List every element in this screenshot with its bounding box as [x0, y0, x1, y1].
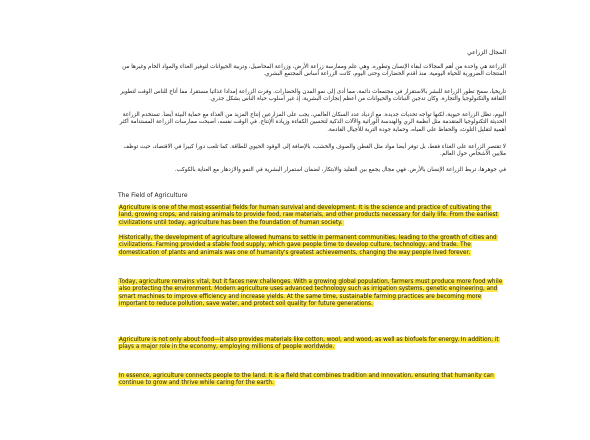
- english-paragraph-4: [118, 337, 505, 352]
- arabic-title: المجال الزراعي: [467, 49, 506, 56]
- highlighted-text: Agriculture is not only about food—it also provides materials like cotton, wool, and wood, as well as biofuels for energy. In addition, it plays a major role in the economy, employing millions of people worldwide.: [119, 337, 499, 351]
- arabic-paragraph-4: لا تقتصر الزراعة على الغذاء فقط، بل توفر أيضا مواد مثل القطن والصوف والخشب، بالإضافة إلى الوقود الحيوي للطاقة. كما تلعب دورا كبيرا في الاقتصاد، حيث توظف ملايين الأشخاص حول العالم.: [123, 144, 506, 158]
- arabic-paragraph-2: تاريخيا، سمح تطور الزراعة للبشر بالاستقرار في مجتمعات دائمة، مما أدى إلى نمو المدن والحضارات. وفرت الزراعة إمدادا غذائيا مستقرا، مما أتاح للناس الوقت لتطوير الثقافة والتكنولوجيا والتجارة. وكان تدجين النباتات والحيوانات من أعظم إنجازات البشرية، إذ غير أسلوب حياة الناس بشكل جذري.: [120, 89, 506, 103]
- highlighted-text: Historically, the development of agriculture allowed humans to settle in permanent communities, leading to the growth of cities and civilizations. Farming provided a stable food supply, which gave people time to develop culture, technology, and trade. The domestication of plants and animals was one of humanity's greatest achievements, changing the way people lived forever.: [119, 235, 497, 256]
- arabic-paragraph-3: اليوم، تظل الزراعة حيوية، لكنها تواجه تحديات جديدة. مع ازدياد عدد السكان العالمي، يجب على المزارعين إنتاج المزيد من الغذاء مع حماية البيئة أيضا. تستخدم الزراعة الحديثة التكنولوجيا المتقدمة مثل أنظمة الري والهندسة الوراثية والآلات الذكية لتحسين الكفاءة وزيادة الإنتاج. في الوقت نفسه، أصبحت ممارسات الزراعة المستدامة أكثر أهمية لتقليل التلوث، والحفاظ على المياه، وحماية جودة التربة للأجيال القادمة.: [119, 112, 506, 133]
- highlighted-text: Agriculture is one of the most essential fields for human survival and development. It is the science and practice of cultivating the land, growing crops, and raising animals to provide food, raw materials, and other products necessary for daily life. From the earliest civilizations until today, agriculture has been the foundation of human society.: [119, 205, 498, 226]
- english-paragraph-5: [118, 373, 505, 388]
- english-paragraph-3: [118, 279, 505, 309]
- arabic-paragraph-1: الزراعة هي واحدة من أهم المجالات لبقاء الإنسان وتطوره. وهي علم وممارسة زراعة الأرض، وزراعة المحاصيل، وتربية الحيوانات لتوفير الغذاء والمواد الخام وغيرها من المنتجات الضرورية للحياة اليومية. منذ أقدم الحضارات وحتى اليوم، كانت الزراعة أساس المجتمع البشري.: [122, 64, 506, 78]
- highlighted-text: In essence, agriculture connects people to the land. It is a field that combines tradition and innovation, ensuring that humanity can continue to grow and thrive while caring for the earth.: [119, 373, 494, 387]
- arabic-paragraph-5: في جوهرها، تربط الزراعة الإنسان بالأرض. فهي مجال يجمع بين التقليد والابتكار، لضمان استمرار البشرية في النمو والازدهار مع العناية بالكوكب.: [174, 167, 506, 173]
- english-paragraph-1: [118, 205, 505, 227]
- english-paragraph-2: [118, 235, 505, 257]
- english-title: The Field of Agriculture: [118, 192, 188, 199]
- highlighted-text: Today, agriculture remains vital, but it faces new challenges. With a growing global population, farmers must produce more food while also protecting the environment. Modern agriculture uses advanced technology such as irrigation systems, genetic engineering, and smart machines to improve efficiency and increase yields. At the same time, sustainable farming practices are becoming more important to reduce pollution, save water, and protect soil quality for future generations.: [119, 279, 503, 308]
